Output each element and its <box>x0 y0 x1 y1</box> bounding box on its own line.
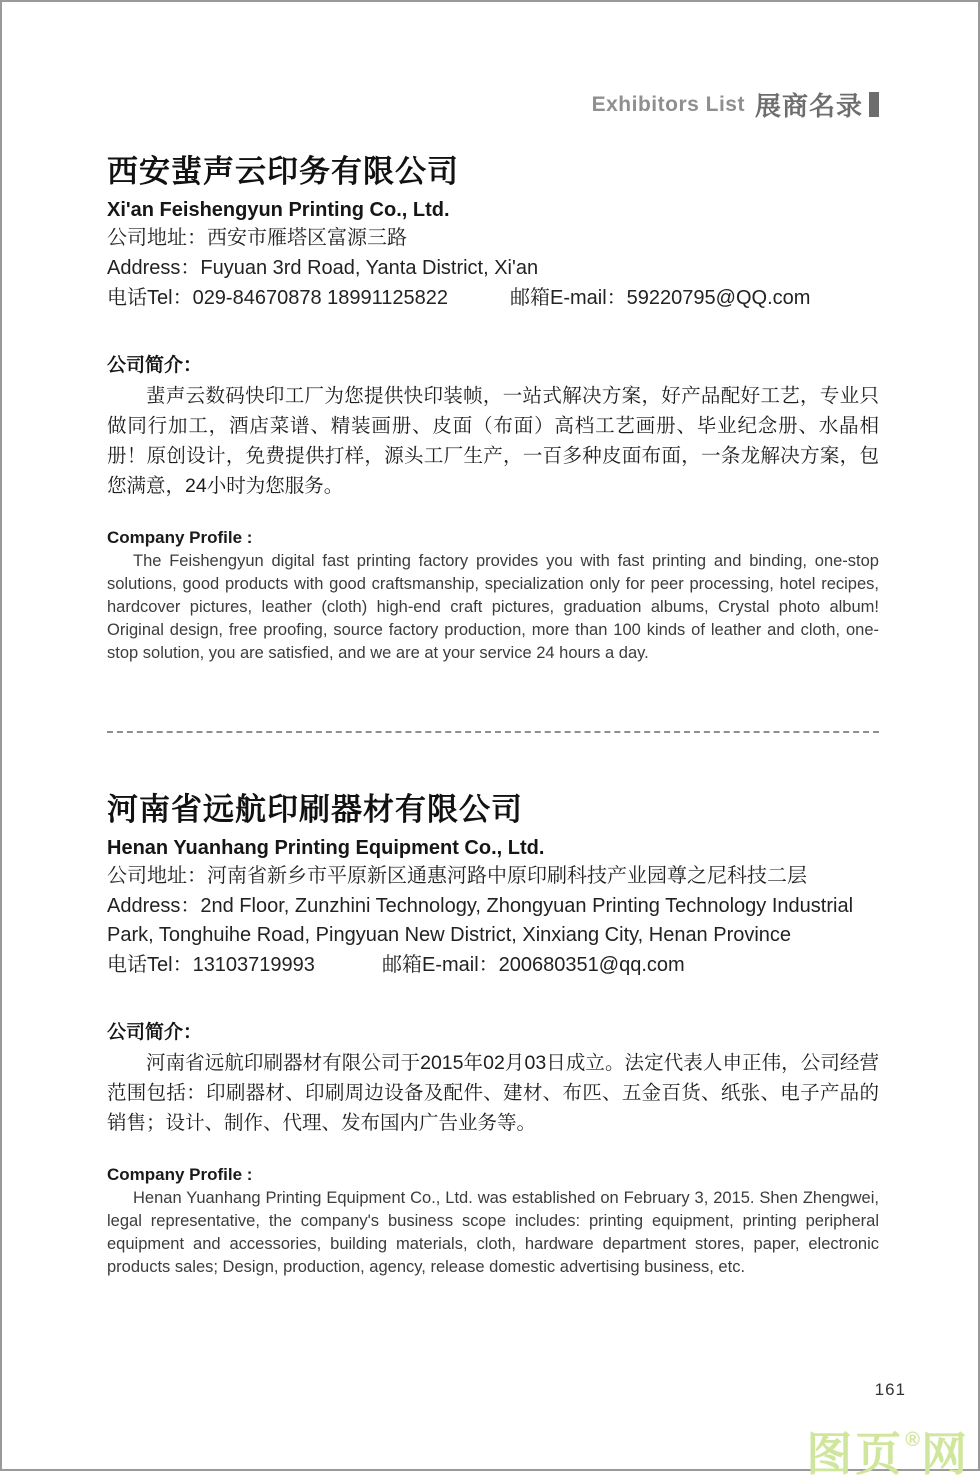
profile-label-chinese: 公司简介： <box>107 1021 203 1043</box>
header-title-english: Exhibitors List <box>591 92 745 116</box>
company-contact-line <box>107 951 879 980</box>
company-address-english: Address：Fuyuan 3rd Road, Yanta District, Xi'an <box>107 256 539 279</box>
company-name-chinese: 西安蜚声云印务有限公司 <box>107 154 459 189</box>
company-name-english: Henan Yuanhang Printing Equipment Co., Ltd. <box>107 836 545 859</box>
company-address-chinese: 公司地址：西安市雁塔区富源三路 <box>107 226 407 249</box>
company-email: 邮箱E-mail：59220795@QQ.com <box>510 286 811 309</box>
company-name-chinese: 河南省远航印刷器材有限公司 <box>107 791 523 827</box>
watermark-text-left: 图页 <box>806 1428 905 1480</box>
header-accent-bar <box>869 92 879 117</box>
profile-text-chinese: 河南省远航印刷器材有限公司于2015年02月03日成立。法定代表人申正伟，公司经营范围包括：印刷器材、印刷周边设备及配件、建材、布匹、五金百货、纸张、电子产品的销售；设计、制作、代理、发布国内广告业务等。 <box>107 1051 879 1134</box>
company-contact-line <box>107 284 879 313</box>
company-name-english: Xi'an Feishengyun Printing Co., Ltd. <box>107 198 450 221</box>
header-title-chinese: 展商名录 <box>754 91 863 121</box>
profile-text-english: Henan Yuanhang Printing Equipment Co., Ltd. was established on February 3, 2015. Shen Zhengwei, legal representative, the company's business scope includes: printing equipment, printing peripheral equipment and accessories, building materials, cloth, hardware department stores, paper, electronic products sales; Design, production, agency, release domestic advertising business, etc. <box>107 1188 879 1276</box>
profile-text-chinese: 蜚声云数码快印工厂为您提供快印装帧，一站式解决方案，好产品配好工艺，专业只做同行加工，酒店菜谱、精装画册、皮面（布面）高档工艺画册、毕业纪念册、水晶相册！原创设计，免费提供打样，源头工厂生产，一百多种皮面布面，一条龙解决方案，包您满意，24小时为您服务。 <box>107 384 879 497</box>
company-address-english: Address：2nd Floor, Zunzhini Technology, Zhongyuan Printing Technology Industrial Park, Tonghuihe Road, Pingyuan New District, Xinxiang City, Henan Province <box>107 894 854 946</box>
page-header <box>107 2 879 123</box>
profile-text-english: The Feishengyun digital fast printing factory provides you with fast printing and binding, one-stop solutions, good products with good craftsmanship, specialization only for peer processing, hotel recipes, hardcover pictures, leather (cloth) high-end craft pictures, graduation albums, Crystal photo album! Original design, free proofing, source factory production, more than 100 kinds of leather and cloth, one-stop solution, you are satisfied, and we are at your service 24 hours a day. <box>107 551 879 662</box>
section-divider <box>107 731 879 733</box>
company-telephone: 电话Tel：13103719993 <box>107 953 315 976</box>
company-telephone: 电话Tel：029-84670878 18991125822 <box>107 286 449 309</box>
company-entry <box>107 153 879 665</box>
company-email: 邮箱E-mail：200680351@qq.com <box>382 953 685 976</box>
page-number: 161 <box>874 1380 906 1399</box>
company-entry <box>107 791 879 1279</box>
registered-trademark-icon: ® <box>905 1429 920 1451</box>
profile-label-english: Company Profile : <box>107 527 253 547</box>
profile-label-chinese: 公司简介： <box>107 354 203 376</box>
company-address-chinese: 公司地址：河南省新乡市平原新区通惠河路中原印刷科技产业园尊之尼科技二层 <box>107 864 807 887</box>
watermark-logo <box>806 1428 970 1480</box>
profile-label-english: Company Profile : <box>107 1164 253 1184</box>
watermark-text-right: 网 <box>921 1428 970 1480</box>
